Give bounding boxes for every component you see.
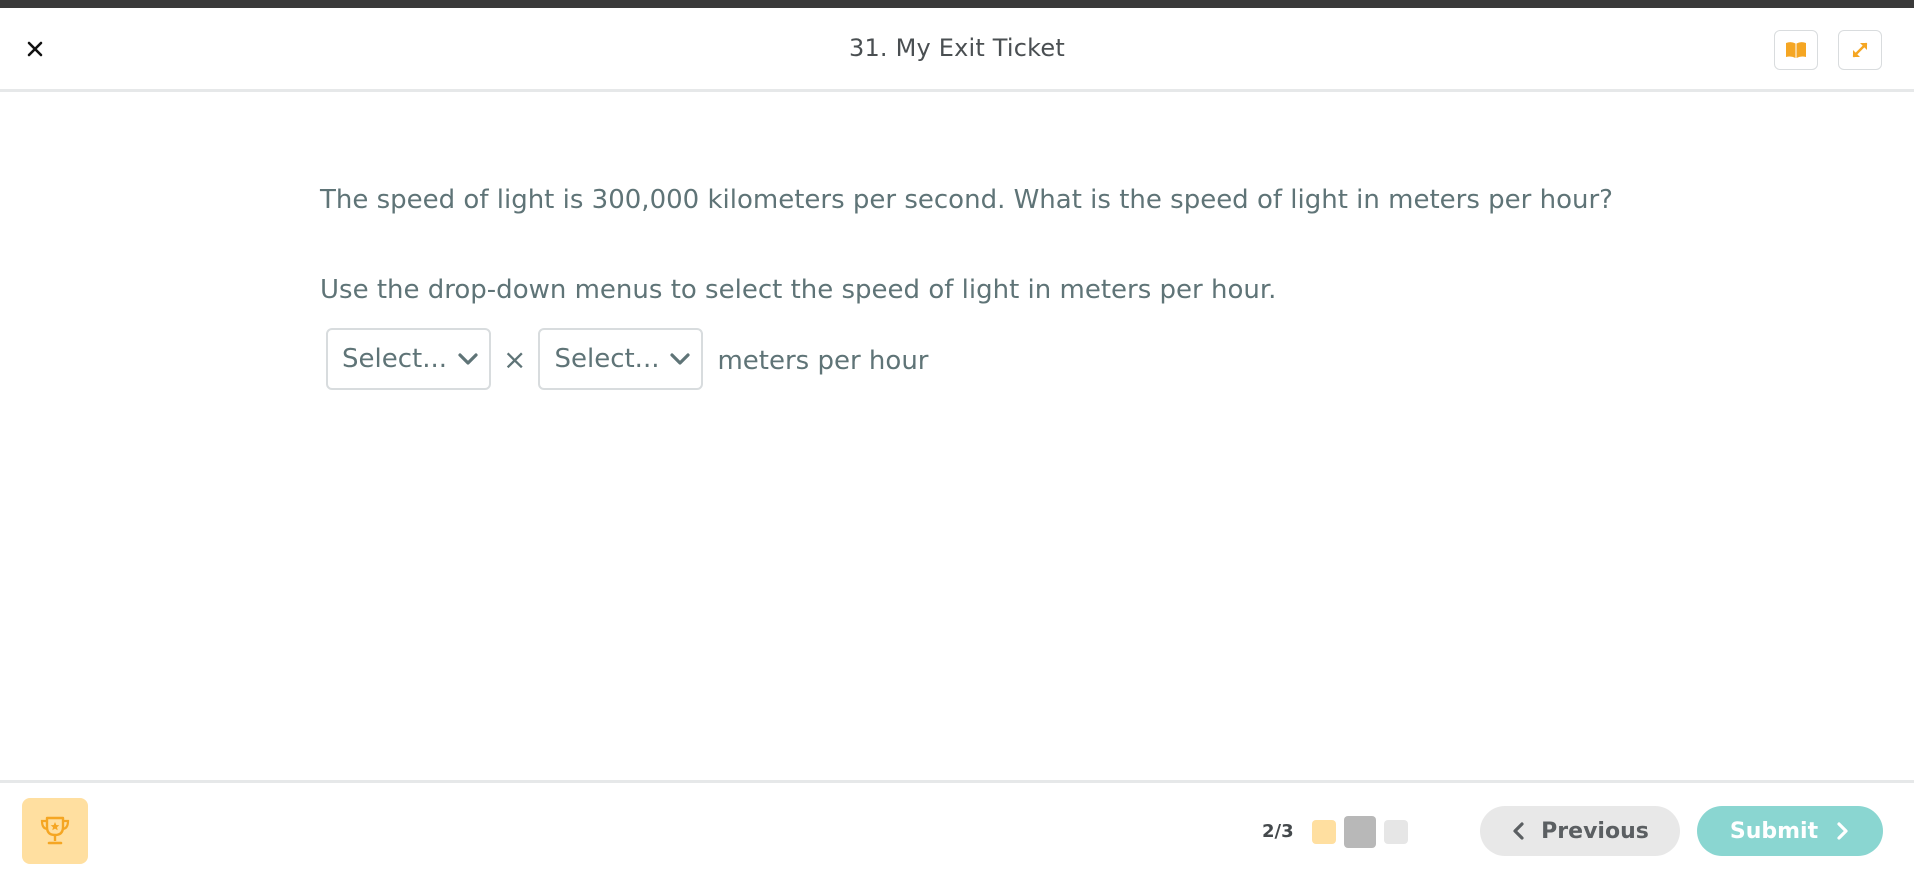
multiply-symbol: × [503, 342, 527, 376]
unit-label: meters per hour [717, 346, 929, 376]
expand-icon [1850, 40, 1870, 60]
progress-dot-3[interactable] [1384, 820, 1408, 844]
previous-button[interactable] [1480, 806, 1680, 856]
trophy-icon [38, 814, 72, 848]
chevron-down-icon [457, 352, 479, 366]
question-instruction: Use the drop-down menus to select the speed of light in meters per hour. [320, 275, 1277, 305]
footer-bar [0, 780, 1914, 876]
chevron-right-icon [1836, 821, 1850, 841]
book-icon [1785, 41, 1807, 59]
page-title: 31. My Exit Ticket [848, 34, 1065, 62]
achievements-button[interactable] [22, 798, 88, 864]
previous-button-label: Previous [1541, 818, 1649, 844]
answer-row [326, 328, 929, 390]
chevron-left-icon [1511, 821, 1525, 841]
progress-dot-1[interactable] [1312, 820, 1336, 844]
glossary-button[interactable] [1774, 30, 1818, 70]
question-area [320, 180, 1620, 376]
submit-button-label: Submit [1729, 818, 1819, 844]
fullscreen-button[interactable] [1838, 30, 1882, 70]
progress-dot-2[interactable] [1344, 816, 1376, 848]
window-top-strip [0, 0, 1914, 8]
dropdown-coefficient[interactable] [326, 328, 491, 390]
progress-counter: 2/3 [1262, 821, 1294, 842]
dropdown-power-of-ten-value: Select... [554, 344, 660, 374]
chevron-down-icon [669, 352, 691, 366]
dropdown-coefficient-value: Select... [342, 344, 448, 374]
submit-button[interactable] [1697, 806, 1883, 856]
dropdown-power-of-ten[interactable] [538, 328, 703, 390]
question-prompt: The speed of light is 300,000 kilometers per second. What is the speed of light in meters per hour? [320, 185, 1613, 215]
header-bar [0, 8, 1914, 92]
